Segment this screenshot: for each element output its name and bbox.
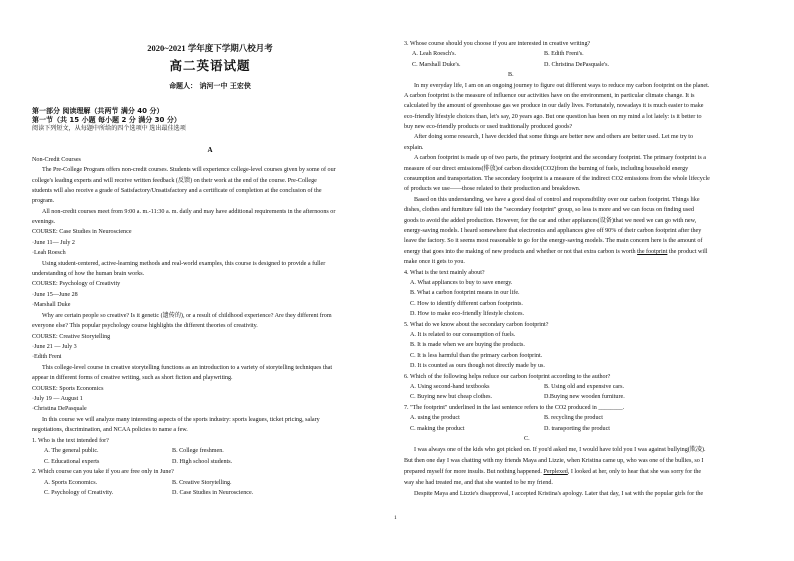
passage-a-line: appear in different forms of creative writing, such as short fiction and playwriting. (32, 375, 233, 381)
option-4b[interactable]: B. What a carbon footprint means in our life. (410, 290, 520, 296)
passage-b-line: buy new eco-friendly products or used traditionally produced goods? (404, 124, 573, 130)
passage-a-line: evenings. (32, 219, 56, 225)
option-4c[interactable]: C. How to identify different carbon footprints. (410, 301, 523, 307)
question-3: 3. Whose course should you choose if you are interested in creative writing? (404, 41, 591, 47)
passage-a-line: In this course we will analyze many interesting aspects of the sports industry: sports leagues, ticket pricing, salary (42, 417, 320, 423)
option-7b[interactable]: B. recycling the product (544, 415, 603, 421)
option-2a[interactable]: A. Sports Economics. (44, 480, 98, 486)
option-2b[interactable]: B. Creative Storytelling. (172, 480, 232, 486)
passage-b-line: A carbon footprint is made up of two parts, the primary footprint and the secondary footprint. The primary footprint is a (414, 155, 706, 161)
option-5b[interactable]: B. It is made when we are buying the products. (410, 342, 525, 348)
passage-c-line: way she had treated me, and that she wanted to be my friend. (404, 480, 553, 486)
passage-c-line: Despite Maya and Lizzie's disapproval, I accepted Kristina's apology. Later that day, I sat with the popular girls for the (414, 491, 704, 497)
passage-a-line: All non-credit courses meet from 9:00 a. m.-11:30 a. m. daily and may have additional requirements in the afternoons or (42, 209, 336, 215)
option-7a[interactable]: A. using the product (410, 415, 460, 421)
passage-a-line: This college-level course in creative storytelling functions as an introduction to a variety of storytelling techniques that (42, 365, 333, 371)
passage-b-line: goods to avoid the added production. However, for the car and other appliances(设备)that we need we can go with new, (404, 218, 697, 224)
passage-b-line: make once it gets to you. (404, 259, 465, 265)
passage-a-line: understanding of how the human brain works. (32, 271, 145, 277)
question-6: 6. Which of the following helps reduce our carbon footprint according to the author? (404, 374, 611, 380)
passage-b-line: A carbon footprint is the measure of influence our activities have on the environment, in particular climate change. It is (404, 93, 695, 99)
course-heading: COURSE: Creative Storytelling (32, 334, 111, 340)
passage-a-line: Why are certain people so creative? Is it genetic (遗传的), or a result of childhood experience? Are they different from (42, 313, 332, 319)
passage-a-line: Using student-centered, active-learning methods and real-world examples, this course is designed to provide a fuller (42, 261, 326, 267)
passage-c-line: I was always one of the kids who got picked on. If you'd asked me, I would have told you I was against bullying(欺凌). (414, 447, 706, 453)
option-6b[interactable]: B. Using old and expensive cars. (544, 384, 625, 390)
option-5c[interactable]: C. It is less harmful than the primary carbon footprint. (410, 353, 543, 359)
option-1c[interactable]: C. Educational experts (44, 459, 100, 465)
course-instructor: ·Edith Freni (32, 354, 62, 360)
option-1d[interactable]: D. High school students. (172, 459, 233, 465)
underlined-word: the footprint (637, 249, 668, 255)
option-4a[interactable]: A. What appliances to buy to save energy. (410, 280, 513, 286)
passage-b-line: energy that goes into the making of new products and whether or not that extra carbon is worth the footprint the product will (404, 249, 708, 255)
passage-a-line: students will also receive a grade of Satisfactory/Unsatisfactory and a certificate of completion at the conclusion of the (32, 188, 322, 194)
option-6c[interactable]: C. Buying new but cheap clothes. (410, 394, 493, 400)
option-3b[interactable]: B. Edith Freni's. (544, 51, 584, 57)
option-1a[interactable]: A. The general public. (44, 448, 99, 454)
course-date: ·July 19 — August 1 (32, 396, 83, 402)
passage-b-line: consumption and transportation. The secondary footprint is a measure of the indirect CO2 emissions from the whole lifecycle (404, 176, 710, 182)
option-4d[interactable]: D. How to make eco-friendly lifestyle choices. (410, 311, 525, 317)
passage-b-line: calculated by the amount of greenhouse gas we produce in our daily lives. Fortunately, nowadays it is much easier to make (404, 103, 704, 109)
option-2d[interactable]: D. Case Studies in Neuroscience. (172, 490, 254, 496)
option-1b[interactable]: B. College freshmen. (172, 448, 224, 454)
question-7: 7. "The footprint" underlined in the last sentence refers to the CO2 produced in ________. (404, 405, 625, 411)
passage-a-line: program. (32, 198, 55, 204)
course-date: ·June 11— July 2 (32, 240, 75, 246)
passage-c-label: C. (524, 436, 530, 442)
authors: 命题人： 讷河一中 王宏侠 (169, 82, 251, 90)
option-7c[interactable]: C. making the product (410, 426, 465, 432)
passage-b-line: dishes, clothes and furniture fall into the "secondary footprint" group, so less is more and we can focus on finding used (404, 207, 694, 213)
passage-a-line: everyone else? This popular psychology course highlights the different theories of creativity. (32, 323, 258, 329)
option-6a[interactable]: A. Using second-hand textbooks (410, 384, 490, 390)
instruction: 阅读下列短文，从每题中所给的四个选项中 选出最佳选项 (32, 126, 186, 132)
passage-b-line: measure of our direct emissions(排放)of carbon dioxide(CO2)from the burning of fuels, including household energy (404, 166, 689, 172)
option-2c[interactable]: C. Psychology of Creativity. (44, 490, 114, 496)
passage-b-line: explain. (404, 145, 424, 151)
passage-b-label: B. (508, 72, 514, 78)
underlined-word: Perplexed (543, 469, 568, 475)
passage-b-line: In my everyday life, I am on an ongoing journey to figure out different ways to reduce my carbon footprint on the planet. (414, 83, 710, 89)
question-5: 5. What do we know about the secondary carbon footprint? (404, 322, 549, 328)
passage-a-line: negotiations, discrimination, and NCAA policies to name a few. (32, 427, 188, 433)
passage-c-line: But then one day I was chatting with my friends Maya and Lizzie, when Kristina came up, who was one of the bullies, so I (404, 458, 704, 464)
passage-b-line: energy-saving models. I heard somewhere that electronics and appliances give off 90% of their carbon footprint after they (404, 228, 702, 234)
passage-b-line: eco-friendly lifestyle choices than, let's say, 20 years ago. But one question has been on my mind a lot lately: is it better to (404, 114, 702, 120)
section1-title: 第一节（共 15 小题 每小题 2 分 满分 30 分） (32, 116, 181, 124)
course-instructor: ·Marshall Duke (32, 302, 71, 308)
question-2: 2. Which course can you take if you are free only in June? (32, 469, 174, 475)
passage-a-line: Non-Credit Courses (32, 157, 81, 163)
option-3a[interactable]: A. Leah Roesch's. (412, 51, 457, 57)
exam-title: 2020~2021 学年度下学期八校月考 (147, 43, 273, 53)
course-instructor: ·Leah Roesch (32, 250, 66, 256)
option-3d[interactable]: D. Christina DePasquale's. (544, 62, 610, 68)
course-heading: COURSE: Case Studies in Neuroscience (32, 229, 132, 235)
course-heading: COURSE: Psychology of Creativity (32, 281, 121, 287)
option-3c[interactable]: C. Marshall Duke's. (412, 62, 461, 68)
question-1: 1. Who is the text intended for? (32, 438, 109, 444)
passage-b-line: Based on this understanding, we have a good deal of control and responsibility over our carbon footprint. Things like (414, 197, 700, 203)
passage-a-line: college's leading experts and will receive written feedback (反馈) on their work at the end of the course. Pre-College (32, 178, 317, 184)
option-5d[interactable]: D. It is counted as ours though not directly made by us. (410, 363, 545, 369)
passage-b-line: leave the factory. So it seems most reasonable to go for the energy-saving models. The main concern here is the amount of (404, 238, 703, 244)
passage-b-line: of products we use——those related to their production and breakdown. (404, 186, 581, 192)
passage-a-line: The Pre-College Program offers non-credit courses. Students will experience college-level courses given by some of our (42, 167, 336, 173)
passage-a-label: A (207, 146, 213, 154)
page-number: 1 (394, 515, 397, 521)
course-instructor: ·Christina DePasquale (32, 406, 87, 412)
option-5a[interactable]: A. It is related to our consumption of fuels. (410, 332, 516, 338)
option-6d[interactable]: D.Buying new wooden furniture. (544, 394, 625, 400)
part1-title: 第一部分 阅读理解（共两节 满分 40 分） (32, 107, 164, 115)
course-heading: COURSE: Sports Economics (32, 386, 104, 392)
subject-title: 高二英语试题 (169, 58, 251, 73)
question-4: 4. What is the text mainly about? (404, 270, 485, 276)
passage-c-line: prepared myself for more insults. But nothing happened. Perplexed, I looked at her, only to hear that she was sorry for the (404, 469, 702, 475)
course-date: ·June 15—June 28 (32, 292, 78, 298)
option-7d[interactable]: D. transporting the product (544, 426, 611, 432)
course-date: ·June 21 — July 3 (32, 344, 77, 350)
passage-b-line: After doing some research, I have decided that some things are better new and others are better used. Let me try to (414, 134, 694, 140)
